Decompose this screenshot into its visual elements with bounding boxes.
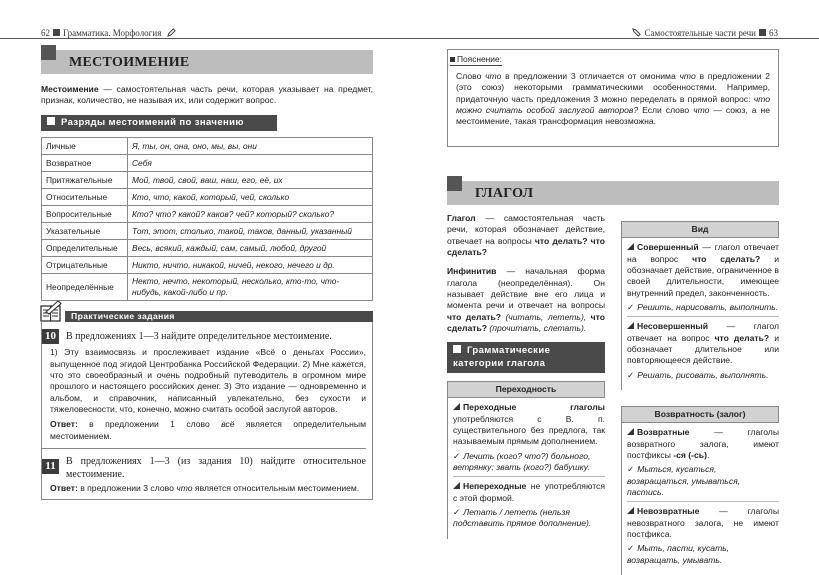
banner-square-icon [41, 45, 56, 60]
task-divider [42, 448, 366, 449]
chapter-banner-pronoun [41, 50, 373, 74]
answer-text: является определительным местоимением. [50, 419, 367, 441]
check-icon: ✓ [627, 543, 635, 554]
example [627, 370, 779, 384]
answer-word: всё [221, 419, 235, 430]
text: употребляются с В. п. существительного без предлога, так называемым прямым дополнением. [453, 413, 605, 447]
examples-cell: Себя [128, 155, 373, 172]
question: что сделать? [692, 253, 761, 264]
example [453, 507, 605, 533]
category-cell: Притяжательные [42, 172, 128, 189]
transitivity-header: Переходность [447, 381, 605, 398]
voice-header: Возвратность (залог) [621, 406, 779, 423]
term: Несовершенный [637, 321, 709, 332]
definition-question: что делать? [447, 311, 501, 322]
triangle-bullet-icon [453, 482, 460, 489]
left-page-number: 62 [41, 28, 50, 38]
term: Невозвратные [637, 506, 700, 517]
banner-square-icon [447, 176, 462, 191]
category-cell: Личные [42, 138, 128, 155]
table-row [42, 138, 373, 155]
notebook-pencil-icon [40, 300, 64, 322]
right-page-number: 63 [769, 28, 778, 38]
grammar-categories-title: Грамматические категории глагола [453, 345, 551, 369]
italic-word: что [485, 71, 502, 82]
text: — глагол отвечает на вопрос [627, 321, 779, 343]
table-row [42, 189, 373, 206]
white-square-icon [453, 345, 461, 353]
task-number: 11 [42, 459, 59, 474]
task-10 [42, 329, 366, 344]
examples-cell: Мой, твой, свой, ваш, наш, его, её, их [128, 172, 373, 189]
practice-title: Практические задания [65, 311, 373, 322]
grammar-categories-bar [447, 342, 605, 373]
answer-label: Ответ: [50, 483, 78, 494]
explanation-label-text: Пояснение: [457, 54, 502, 64]
verb-columns [447, 213, 779, 575]
table-row [42, 172, 373, 189]
definition-question: что делать? что сделать? [447, 235, 605, 257]
text: . [706, 449, 710, 460]
example-text: Летать / лететь (нельзя подставить прямое дополнение). [453, 507, 592, 529]
square-bullet-icon [53, 29, 60, 36]
verb-definition [447, 213, 605, 258]
example [627, 302, 779, 317]
answer-label: Ответ: [50, 419, 78, 430]
aspect-body [621, 238, 779, 390]
task-answer [42, 483, 366, 494]
aspect-header: Вид [621, 221, 779, 238]
explanation-label [450, 54, 502, 66]
header-rule [0, 38, 819, 39]
chapter-title: МЕСТОИМЕНИЕ [69, 55, 190, 70]
example-text: (прочитать, слетать). [487, 322, 587, 333]
suffix: -ся (-сь) [673, 449, 707, 460]
practice-header [41, 308, 373, 322]
list-item [453, 402, 605, 447]
examples-cell: Тот, этот, столько, такой, таков, данный, указанный [128, 223, 373, 240]
example-text: Решать, рисовать, выполнять. [637, 369, 769, 380]
text: не употребляются с этой формой. [453, 481, 605, 503]
answer-word: что [176, 483, 193, 494]
definition-term: Инфинитив [447, 266, 497, 277]
examples-cell: Никто, ничто, никакой, ничей, некого, нечего и др. [128, 257, 373, 274]
definition-text: — самостоятельная часть речи, которая указывает на предмет, признак, количество, не называя их, или содержит вопрос. [41, 84, 373, 106]
voice-body [621, 423, 779, 575]
term: Совершенный [637, 242, 699, 253]
list-item [627, 242, 779, 299]
triangle-bullet-icon [627, 243, 634, 250]
example-text: (читать, лететь), [501, 311, 591, 322]
pronoun-categories-table [41, 137, 373, 301]
example-text: Мыться, кусаться, возвращаться, умываться, пастись. [627, 464, 741, 497]
definition-term: Глагол [447, 212, 476, 223]
answer-text: в предложении 3 слово [77, 483, 177, 494]
check-icon: ✓ [453, 450, 461, 461]
table-title-bar [41, 115, 277, 132]
definition-text: — самостоятельная часть речи, которая обозначает действие, отвечает на вопросы [447, 212, 605, 246]
list-item [627, 321, 779, 366]
pen-icon [167, 28, 176, 37]
square-bullet-icon [450, 57, 455, 62]
text: — глагол отвечает на вопрос [627, 242, 779, 264]
table-row [42, 206, 373, 223]
pen-icon [632, 28, 641, 37]
category-cell: Отрицательные [42, 257, 128, 274]
table-row [42, 274, 373, 301]
check-icon: ✓ [627, 369, 635, 380]
transitivity-body [447, 398, 605, 538]
italic-word: что [693, 105, 710, 116]
answer-text: в предложении 1 слово [77, 419, 222, 430]
left-running-title: Грамматика. Морфология [63, 28, 162, 38]
category-cell: Возвратное [42, 155, 128, 172]
example-text: Мыть, пасти, кусать, возвращать, умывать. [627, 543, 730, 565]
text: и обозначает длительное или повторяющееся действие. [627, 332, 779, 366]
definition-text: — начальная форма глагола (неопределённая). Он называет действие вне его лица и момента речи и отвечает на вопросы [447, 266, 605, 311]
examples-cell: Весь, всякий, каждый, сам, самый, любой, другой [128, 240, 373, 257]
text: в предложении 3 отличается от омонима [501, 71, 680, 82]
left-column [447, 213, 605, 575]
italic-word: что [679, 71, 696, 82]
category-cell: Неопределённые [42, 274, 128, 301]
text: — союз, а не местоимение, такая трансформация невозможна. [456, 105, 770, 127]
definition-term: Местоимение [41, 84, 99, 94]
example [627, 543, 779, 569]
examples-cell: Я, ты, он, она, оно, мы, вы, они [128, 138, 373, 155]
list-item [627, 506, 779, 540]
left-page [41, 45, 373, 500]
triangle-bullet-icon [627, 428, 634, 435]
pronoun-definition [41, 84, 373, 107]
triangle-bullet-icon [453, 403, 460, 410]
triangle-bullet-icon [627, 507, 634, 514]
text: Слово [456, 71, 486, 82]
term: Возвратные [637, 427, 690, 438]
task-question: В предложениях 1—3 найдите определительное местоимение. [66, 331, 332, 343]
check-icon: ✓ [627, 464, 635, 475]
chapter-title: ГЛАГОЛ [475, 185, 534, 201]
example [627, 464, 779, 502]
examples-cell: Кто, что, какой, который, чей, сколько [128, 189, 373, 206]
task-text: 1) Эту взаимосвязь и прослеживает издание «Всё о деньгах России», выпущенное под эгидой Центробанка Российской Федерации. 2) Мне кажется, что это своеобразный и очень подробный путеводитель в огромном мире прошлого и настоящего российских денег. 3) Это издание — одновременно и альбом, и справочник, написанный увлекательно, без сухости и тяжеловесности, что, конечно, можно считать особой заслугой авторов. [50, 347, 366, 415]
chapter-banner-verb [447, 181, 779, 205]
example [453, 451, 605, 478]
white-square-icon [47, 117, 55, 125]
term: Непереходные [463, 481, 527, 492]
check-icon: ✓ [627, 301, 635, 312]
example-text: Решить, нарисовать, выполнить. [637, 301, 779, 312]
list-item [627, 427, 779, 461]
text: — глаголы возвратного залога, имеют постфиксы [627, 427, 779, 460]
list-item [453, 481, 605, 504]
text: и обозначает действие, ограниченное в своей длительности, имеющее внутренний предел, законченность. [627, 253, 780, 298]
category-cell: Определительные [42, 240, 128, 257]
category-cell: Относительные [42, 189, 128, 206]
example-text: Лечить (кого? что?) больного, ветрянку; звать (кого?) бабушку. [453, 450, 591, 472]
triangle-bullet-icon [627, 322, 634, 329]
right-running-title: Самостоятельные части речи [644, 28, 756, 38]
category-cell: Указательные [42, 223, 128, 240]
square-bullet-icon [759, 29, 766, 36]
practice-box [41, 322, 373, 499]
text: Если слово [638, 105, 694, 116]
table-row [42, 155, 373, 172]
right-page [447, 45, 779, 575]
category-cell: Вопросительные [42, 206, 128, 223]
table-title: Разряды местоимений по значению [61, 116, 244, 128]
task-11 [42, 454, 366, 481]
table-row [42, 240, 373, 257]
check-icon: ✓ [453, 507, 461, 518]
examples-cell: Кто? что? какой? каков? чей? который? сколько? [128, 206, 373, 223]
explanation-text [456, 71, 770, 128]
right-column [621, 213, 779, 575]
answer-text: является относительным местоимением. [192, 483, 360, 494]
task-answer [42, 419, 366, 442]
italic-phrase: что можно считать особой заслугой авторов? [456, 93, 770, 116]
text: — глаголы невозвратного залога, не имеют постфикса. [627, 506, 779, 540]
task-number: 10 [42, 329, 59, 344]
definition-question: что сделать? [447, 311, 605, 333]
term: Переходные глаголы [463, 402, 605, 413]
infinitive-definition [447, 266, 605, 334]
examples-cell: Некто, нечто, некоторый, несколько, кто-то, что-нибудь, какой-либо и пр. [128, 274, 373, 301]
table-row [42, 223, 373, 240]
table-row [42, 257, 373, 274]
explanation-box [447, 49, 779, 147]
text: в предложении 2 (это союз) некоторыми грамматическими особенностями. Например, придаточную часть предложения 3 можно переделать в прямой вопрос: [456, 71, 771, 104]
task-question: В предложениях 1—3 (из задания 10) найдите относительное местоимение. [66, 456, 366, 481]
question: что делать? [714, 332, 770, 343]
